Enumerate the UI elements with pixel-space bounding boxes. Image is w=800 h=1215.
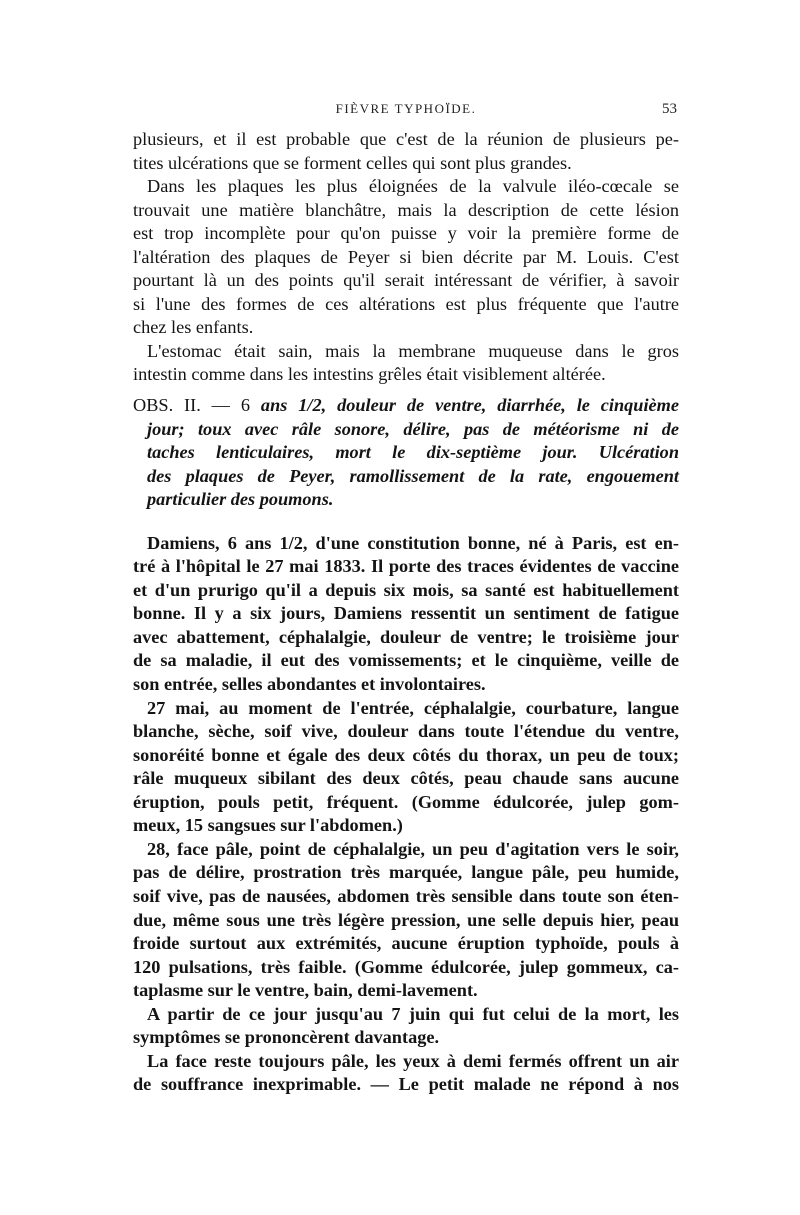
paragraph — [133, 532, 679, 697]
text-line: de souffrance inexprimable. — Le petit malade ne répond à nos — [133, 1074, 679, 1095]
text-line: taplasme sur le ventre, bain, demi-lavement. — [133, 980, 478, 1001]
text-line: est trop incomplète pour qu'on puisse y voir la première forme de — [133, 223, 679, 244]
text-line: des plaques de Peyer, ramollissement de la rate, engouement — [147, 465, 679, 486]
text-line: avec abattement, céphalalgie, douleur de ventre; le troisième jour — [133, 626, 679, 647]
text-line: tré à l'hôpital le 27 mai 1833. Il porte des traces évidentes de vaccine — [133, 556, 679, 577]
paragraph — [133, 1003, 679, 1050]
text-line: 120 pulsations, très faible. (Gomme édulcorée, julep gommeux, ca- — [133, 956, 679, 977]
body-text — [133, 128, 679, 1097]
text-line: A partir de ce jour jusqu'au 7 juin qui fut celui de la mort, les — [147, 1003, 679, 1024]
text-line: due, même sous une très légère pression, une selle depuis hier, peau — [133, 909, 679, 930]
paragraph — [133, 340, 679, 387]
text-line: La face reste toujours pâle, les yeux à demi fermés offrent un air — [147, 1050, 679, 1071]
page-number: 53 — [662, 101, 677, 117]
running-title: FIÈVRE TYPHOÏDE. — [335, 101, 477, 116]
text-line: tites ulcérations que se forment celles qui sont plus grandes. — [133, 152, 572, 173]
text-line: si l'une des formes de ces altérations est plus fréquente que l'autre — [133, 293, 679, 314]
text-line: meux, 15 sangsues sur l'abdomen.) — [133, 815, 403, 836]
paragraph — [133, 128, 679, 175]
text-line: pas de délire, prostration très marquée, langue pâle, peu humide, — [133, 862, 679, 883]
text-line: et d'un prurigo qu'il a depuis six mois, sa santé est habituellement — [133, 579, 679, 600]
text-line: 27 mai, au moment de l'entrée, céphalalgie, courbature, langue — [147, 697, 679, 718]
text-line: froide surtout aux extrémités, aucune éruption typhoïde, pouls à — [133, 933, 679, 954]
paragraph — [133, 697, 679, 838]
text-line: blanche, sèche, soif vive, douleur dans toute l'étendue du ventre, — [133, 721, 679, 742]
text-line: sonoréité bonne et égale des deux côtés du thorax, un peu de toux; — [133, 744, 679, 765]
text-line: Damiens, 6 ans 1/2, d'une constitution bonne, né à Paris, est en- — [147, 532, 679, 553]
text-line: de sa maladie, il eut des vomissements; et le cinquième, veille de — [133, 650, 679, 671]
paragraph — [133, 838, 679, 1003]
text-line: ans 1/2, douleur de ventre, diarrhée, le cinquième — [260, 395, 679, 416]
paragraph — [133, 175, 679, 340]
text-line: plusieurs, et il est probable que c'est de la réunion de plusieurs pe- — [133, 129, 679, 149]
text-line: Dans les plaques les plus éloignées de la valvule iléo-cœcale se — [147, 176, 679, 197]
text-line: râle muqueux sibilant des deux côtés, peau chaude sans aucune — [133, 768, 679, 789]
page-header — [133, 101, 679, 121]
text-line: l'altération des plaques de Peyer si bien décrite par M. Louis. C'est — [133, 246, 679, 267]
text-line: éruption, pouls petit, fréquent. (Gomme édulcorée, julep gom- — [133, 791, 679, 812]
text-line: symptômes se prononcèrent davantage. — [133, 1027, 440, 1048]
text-line: bonne. Il y a six jours, Damiens ressentit un sentiment de fatigue — [133, 603, 679, 624]
paragraph — [133, 1050, 679, 1097]
text-line: trouvait une matière blanchâtre, mais la description de cette lésion — [133, 199, 679, 220]
text-line: son entrée, selles abondantes et involontaires. — [133, 674, 486, 695]
observation-label: OBS. II. — 6 — [133, 395, 261, 416]
text-line: intestin comme dans les intestins grêles était visiblement altérée. — [133, 364, 606, 385]
text-line: pourtant là un des points qu'il serait intéressant de vérifier, à savoir — [133, 270, 679, 291]
text-line: 28, face pâle, point de céphalalgie, un peu d'agitation vers le soir, — [147, 838, 679, 859]
observation-heading — [133, 394, 679, 512]
text-line: chez les enfants. — [133, 317, 254, 338]
text-line: taches lenticulaires, mort le dix-septième jour. Ulcération — [147, 442, 679, 463]
text-line: L'estomac était sain, mais la membrane muqueuse dans le gros — [147, 340, 679, 361]
text-line: particulier des poumons. — [147, 489, 334, 510]
text-line: soif vive, pas de nausées, abdomen très sensible dans toute son éten- — [133, 885, 679, 906]
text-line: jour; toux avec râle sonore, délire, pas de météorisme ni de — [147, 418, 679, 439]
